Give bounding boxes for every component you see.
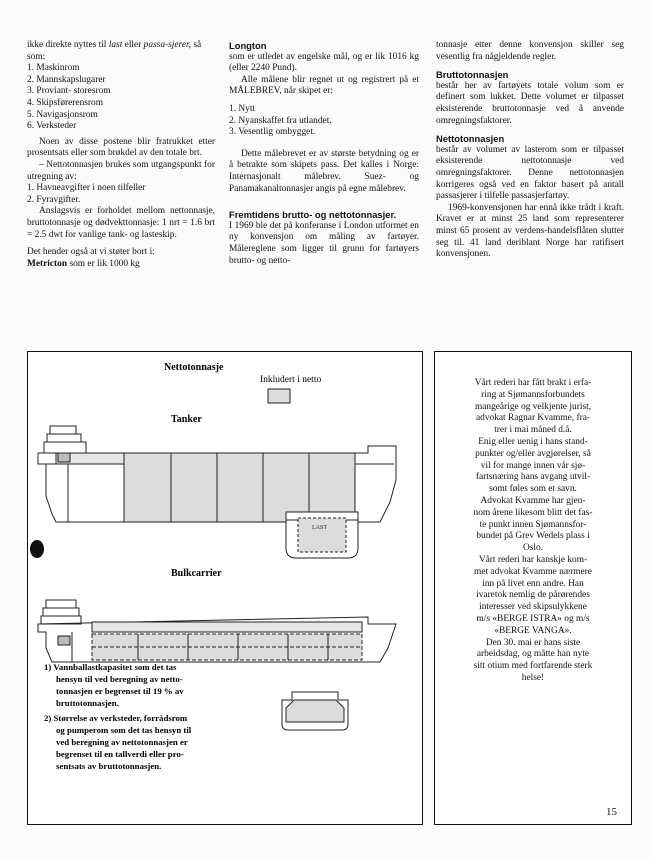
col2-paragraph-4: I 1969 ble det på konferanse i London utformet en ny konvensjon om måling av fartøyer. Målereglene som ligger til grunn for fartøyers brutto- og netto-	[229, 220, 419, 266]
col3-paragraph-0: tonnasje etter denne konvensjon skiller seg vesentlig fra någjeldende regler.	[436, 40, 624, 62]
notice-line: Enig eller uenig i hans stand-	[478, 436, 588, 447]
note-1-line: bruttotonnasjen.	[56, 698, 119, 708]
notice-line: Advokat Kvamme har gjen-	[480, 495, 586, 506]
notice-line: helse!	[521, 672, 545, 683]
list-item: 3. Proviant- storesrom	[27, 86, 111, 97]
notice-line: sitt otium med fortfarende sterk	[473, 661, 593, 672]
list-item: 1. Havneavgifter i noen tilfeller	[27, 183, 146, 194]
notice-line: inn på livet enn andre. Han	[482, 578, 584, 589]
list-item: 5. Navigasjonsrom	[27, 109, 98, 120]
notice-line: Oslo.	[522, 543, 544, 554]
column-1	[27, 40, 215, 270]
figure-notes	[44, 662, 192, 771]
ship-diagram	[28, 352, 422, 824]
notice-line: arbeidsdag, og måtte han nyte	[476, 649, 590, 660]
col2-paragraph-1: som er utledet av engelske mål, og er lik 1016 kg (eller 2240 Pund).	[229, 51, 419, 74]
tanker-profile	[38, 426, 396, 522]
note-1-line: 1) Vannballastkapasitet som det tas	[44, 662, 177, 672]
bulkcarrier-label: Bulkcarrier	[171, 568, 222, 579]
note-2-line: ved beregning av nettotonnasjen er	[56, 737, 188, 747]
list-item: 2. Mannskapslugarer	[27, 74, 106, 85]
col3-paragraph-3: 1969-konvensjonen har ennå ikke trådt i kraft. Kravet er at minst 25 land som representerer minst 65 prosent av verdens-handelsflåten slutter seg til. 41 land deriblant Norge har ratifisert konvensjonen.	[436, 202, 624, 260]
list-item: 6. Verksteder	[27, 121, 77, 132]
column-2	[229, 40, 419, 267]
list-item: 1. Maskinrom	[27, 63, 80, 74]
column-3	[436, 40, 624, 261]
notice-line: fartsnæring hans avgang utvil-	[475, 472, 591, 483]
legend-label: Inkludert i netto	[260, 375, 322, 385]
bulkcarrier-profile	[38, 600, 396, 662]
notice-line: interesser ved skipsulykkene	[479, 602, 587, 613]
notice-line: trer i mai måned d.å.	[494, 425, 572, 436]
col1-intro: ikke direkte nyttes til last eller passa-sjerer, så som:	[27, 40, 202, 62]
col3-paragraph-2: består av volumet av lasterom som er tilpasset eksisterende nettotonnasje ved omregningsfaktorer. Denne nettotonnasjen korrigeres også ved en faktor basert på antall passasjerer i tilfelle passasjerfartøy.	[436, 144, 624, 202]
notice-text	[443, 378, 623, 685]
col1-paragraph-2: – Nettotonnasjen brukes som utgangspunkt for utregning av:	[27, 159, 215, 182]
notice-line: Den 30. mai er hans siste	[485, 637, 581, 648]
notice-line: mangeårige og velkjente jurist,	[474, 401, 592, 412]
note-2-line: og pumperom som det tas hensyn til	[56, 725, 192, 735]
notice-line: punkter og/eller avgjørelser, så	[475, 448, 591, 459]
col1-paragraph-1: Noen av disse postene blir fratrukket etter prosentsats eller som brøkdel av den totale brt.	[27, 136, 215, 159]
notice-line: te punkt innen Sjømannsfor-	[479, 519, 587, 530]
note-1-line: tonnasjen er begrenset til 19 % av	[56, 686, 184, 696]
notice-line: nom årene likesom blitt det fas-	[473, 507, 593, 518]
col2-paragraph-2: Alle målene blir regnet ut og registrert på et MÅLEBREV, når skipet er:	[229, 74, 419, 97]
notice-line: bundet på Grev Wedels plass i	[476, 531, 590, 542]
heading-gross-tonnage: Bruttotonnasjen	[436, 69, 509, 81]
note-1-line: hensyn til ved beregning av netto-	[56, 674, 183, 684]
figure-title: Nettotonnasje	[164, 362, 224, 373]
notice-line: ivaretok nemlig de pårørendes	[476, 590, 590, 601]
heading-future-tonnage: Fremtidens brutto- og nettotonnasjer.	[229, 209, 397, 221]
notice-line: «BERGE VANGA».	[494, 625, 572, 636]
figure-box	[27, 351, 423, 825]
tanker-label: Tanker	[171, 414, 202, 425]
heading-longton: Longton	[229, 40, 267, 51]
notice-line: advokat Ragnar Kvamme, fra-	[475, 413, 590, 424]
notice-line: Vårt rederi har kanskje kom-	[478, 554, 588, 565]
notice-line: somt føles som et savn.	[489, 484, 577, 495]
notice-line: Vårt rederi har fått brakt i erfa-	[474, 378, 592, 388]
binder-hole	[30, 540, 44, 558]
list-item: 3. Vesentlig ombygget.	[229, 127, 316, 138]
page-number: 15	[606, 806, 617, 818]
heading-net-tonnage: Nettotonnasjen	[436, 133, 505, 145]
notice-line: ring at Sjømannsforbundets	[481, 389, 585, 400]
col1-paragraph-4: Det hender også at vi støter bort i: Metricton som er lik 1000 kg	[27, 247, 155, 269]
notice-line: met advokat Kvamme nærmere	[474, 566, 592, 577]
col3-paragraph-1: består her av fartøyets totale volum som er definert som lukket. Dette volumet er tilpasset eksisterende bruttotonnasje ved å anvende omregningsfaktorer.	[436, 80, 624, 126]
hold-label: LAST	[312, 525, 327, 531]
list-item: 1. Nytt	[229, 103, 256, 114]
notice-box	[434, 351, 632, 825]
note-2-line: 2) Størrelse av verksteder, forrådsrom	[44, 713, 188, 723]
note-2-line: begrenset til en tallverdi eller pro-	[56, 749, 184, 759]
list-item: 2. Fyravgifter.	[27, 194, 81, 205]
tanker-cross-section	[286, 512, 358, 558]
col2-paragraph-3: Dette målebrevet er av største betydning og er å betrakte som skipets pass. Det kalles i Norge: Internasjonalt målebrev. Suez- og Panamakanaltonnasjer angis på egne målebrev.	[229, 148, 419, 194]
list-item: 4. Skipsførerensrom	[27, 97, 104, 108]
legend-swatch	[268, 389, 290, 403]
notice-line: vil for mange innen vår sjø-	[480, 460, 586, 471]
col1-paragraph-3: Anslagsvis er forholdet mellom nettonnasje, bruttotonnasje og dødvekttonnasje: 1 nrt = 1.6 brt = 2.5 dwt for vanlige tank- og lasteskip.	[27, 206, 215, 240]
list-item: 2. Nyanskaffet fra utlandet.	[229, 115, 332, 126]
bulkcarrier-cross-section	[282, 692, 348, 730]
note-2-line: sentsats av bruttotonnasjen.	[56, 761, 162, 771]
notice-line: m/s «BERGE ISTRA» og m/s	[476, 613, 590, 624]
